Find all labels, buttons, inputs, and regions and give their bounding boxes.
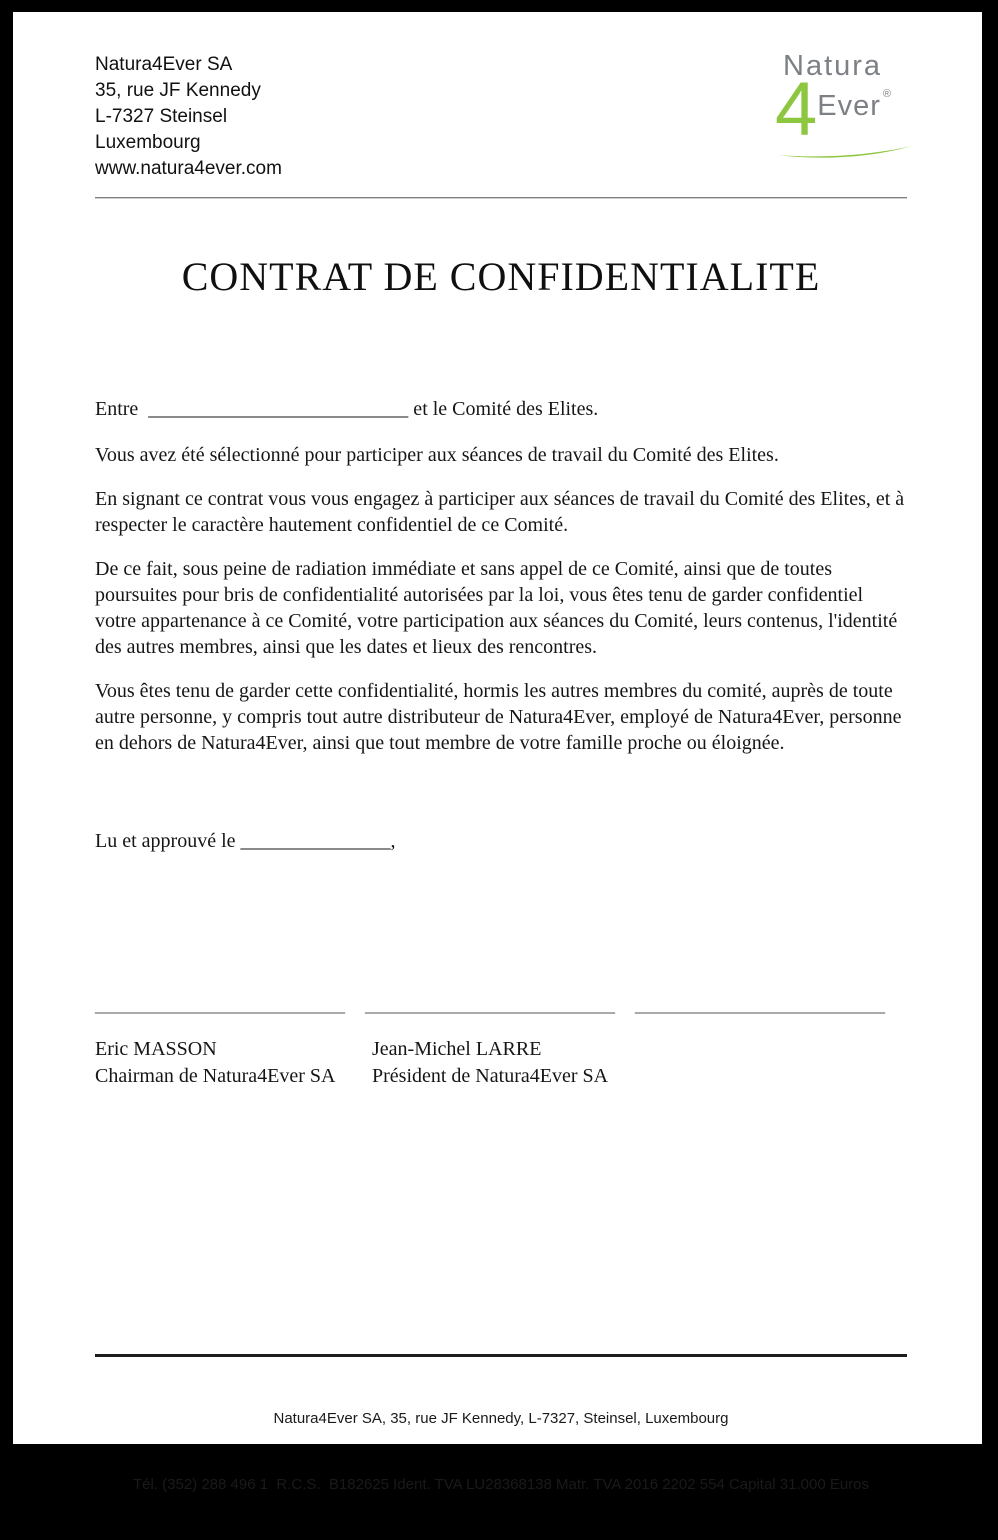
- logo-digit-4: 4: [775, 67, 818, 152]
- signature-line: _________________________: [95, 994, 345, 1016]
- logo-row-4ever: [775, 67, 915, 152]
- entre-fill-in-line: Entre __________________________ et le Comité des Elites.: [95, 398, 599, 420]
- company-address-block: [95, 52, 282, 182]
- page-content: [13, 12, 982, 1090]
- signatory-title: Chairman de Natura4Ever SA: [95, 1065, 336, 1087]
- paragraph-selection: Vous avez été sélectionné pour participer aux séances de travail du Comité des Elites.: [95, 444, 779, 466]
- signatory-title: Président de Natura4Ever SA: [372, 1065, 609, 1087]
- letterhead: [95, 12, 907, 182]
- signatories-row: [95, 1036, 907, 1090]
- address-line-country: Luxembourg: [95, 132, 201, 153]
- address-line-city: L-7327 Steinsel: [95, 106, 228, 127]
- signatory-eric-masson: [95, 1036, 372, 1090]
- logo-word-ever: Ever: [817, 90, 881, 122]
- signatory-jean-michel-larre: [372, 1036, 907, 1090]
- paragraph-engagement: En signant ce contrat vous vous engagez à participer aux séances de travail du Comité des Elites, et à respecter le caractère hautement confidentiel de ce Comité.: [95, 488, 905, 536]
- page-footer: [95, 1354, 907, 1540]
- signature-line: _________________________: [365, 994, 615, 1016]
- paragraph-confidentiality-scope: Vous êtes tenu de garder cette confidentialité, hormis les autres membres du comité, auprès de toute autre personne, y compris tout autre distributeur de Natura4Ever, employé de Natura4Ever, personne en dehors de Natura4Ever, ainsi que tout membre de votre famille proche ou éloignée.: [95, 680, 902, 754]
- approval-date-line: Lu et approuvé le _______________,: [95, 830, 396, 852]
- footer-legal-line: Tél. (352) 288 496 1 R.C.S. B182625 Ident. TVA LU28368138 Matr. TVA 2016 2202 554 Capital 31.000 Euros: [132, 1476, 870, 1493]
- document-page: [13, 12, 982, 1493]
- signatory-name: Jean-Michel LARRE: [372, 1038, 542, 1060]
- address-line-street: 35, rue JF Kennedy: [95, 80, 261, 101]
- logo-word-natura: Natura: [783, 50, 883, 82]
- signatory-name: Eric MASSON: [95, 1038, 217, 1060]
- footer-address-line: Natura4Ever SA, 35, rue JF Kennedy, L-7327, Steinsel, Luxembourg: [273, 1410, 729, 1427]
- header-divider: [95, 197, 907, 199]
- natura4ever-logo: [775, 50, 915, 158]
- footer-text-block: [95, 1364, 907, 1540]
- signature-line: _________________________: [635, 994, 885, 1016]
- page-title: CONTRAT DE CONFIDENTIALITE: [181, 254, 821, 299]
- paragraph-sanctions: De ce fait, sous peine de radiation immédiate et sans appel de ce Comité, ainsi que de toutes poursuites pour bris de confidentialité autorisées par la loi, vous êtes tenu de garder confidentiel votre appartenance à ce Comité, votre participation aux séances du Comité, leurs contenus, l'identité des autres membres, ainsi que les dates et lieux des rencontres.: [95, 558, 898, 658]
- address-line-website: www.natura4ever.com: [95, 158, 282, 179]
- address-line-company: Natura4Ever SA: [95, 54, 233, 75]
- signature-lines-row: [95, 992, 907, 1018]
- footer-divider: [95, 1354, 907, 1357]
- registered-trademark-icon: ®: [882, 88, 892, 100]
